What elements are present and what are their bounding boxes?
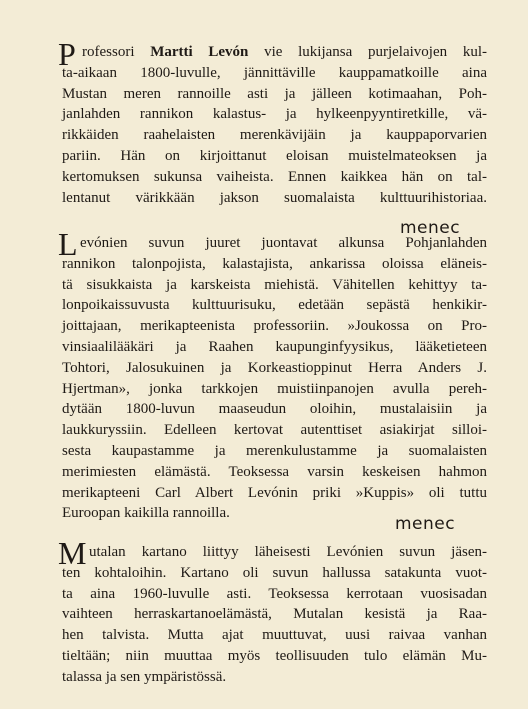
text-line: tä sisukkaista ja karskeista miehistä. Vähitellen kehittyy ta- <box>62 276 487 293</box>
text-line: merikapteeni Carl Albert Levónin priki »Kuppis» oli tuttu <box>62 484 487 501</box>
history-paragraph <box>62 233 487 524</box>
text-line: vinsiaalilääkäri ja Raahen kaupunginfyysikus, lääketieteen <box>62 338 487 355</box>
text-line: ta-aikaan 1800-luvulle, jännittäville kauppamatkoille aina <box>62 64 487 81</box>
text-span: rofessori <box>82 44 151 60</box>
text-line: ta aina 1960-luvulle asti. Teoksessa kerrotaan vuosisadan <box>62 585 487 602</box>
text-line: vaihteen herraskartanoelämästä, Mutalan kesistä ja Raa- <box>62 606 487 623</box>
text-line: sesta kaupastamme ja merenkulustamme ja suomalaisten <box>62 442 487 459</box>
text-line: tieltään; niin muuttaa myös teollisuuden tulo elämän Mu- <box>62 647 487 664</box>
watermark-text: menec <box>400 218 461 238</box>
text-line: merimiesten elämästä. Teoksessa varsin keskeisen hahmon <box>62 463 487 480</box>
text-line: Tohtori, Jalosukuinen ja Korkeastioppinut Herra Anders J. <box>62 359 487 376</box>
text-line: Mustan meren rannoille asti ja jälleen kotimaahan, Poh- <box>62 85 487 102</box>
watermark-text: menec <box>395 514 456 534</box>
text-line: ten kohtaloihin. Kartano oli suvun hallussa satakunta vuot- <box>62 564 487 581</box>
text-line: joittajaan, merikapteenista professoriin. »Joukossa on Pro- <box>62 318 487 335</box>
text-line: Euroopan kaikilla rannoilla. <box>62 505 230 522</box>
text-line: rannikon talonpojista, kalastajista, ankarissa oloissa eläneis- <box>62 255 487 272</box>
text-line: evónien suvun juuret juontavat alkunsa Pohjanlahden <box>80 235 487 251</box>
text-line: hen talvista. Mutta ajat muuttuvat, uusi raivaa vanhan <box>62 627 487 644</box>
text-line <box>62 42 487 63</box>
intro-paragraph <box>62 42 487 208</box>
text-line: dytään 1800-luvun maaseudun oloihin, mustalaisiin ja <box>62 401 487 418</box>
text-line: janlahden rannikon kalastus- ja hylkeenpyyntiretkille, vä- <box>62 106 487 123</box>
author-name: Martti Levón <box>150 44 249 60</box>
text-line: Hjertman», jonka tarkkojen muistiinpanojen avulla pereh- <box>62 380 487 397</box>
text-line: rikkäiden raahelaisten merenkävijäin ja kauppaporvarien <box>62 127 487 144</box>
text-line: lonpoikaissuvusta kulttuurisuku, edetään sepästä henkikir- <box>62 297 487 314</box>
text-line: lentanut värikkään jakson suomalaista kulttuurihistoriaa. <box>62 189 487 206</box>
drop-cap-initial: P <box>58 36 76 72</box>
text-span: vie lukijansa purjelaivojen kul- <box>248 44 487 60</box>
text-line: laukkuryssiin. Edelleen kertovat autenttiset asiakirjat silloi- <box>62 422 487 439</box>
text-line: pariin. Hän on kirjoittanut eloisan muistelmateoksen ja <box>62 147 487 164</box>
manor-paragraph <box>62 542 487 688</box>
text-line: talassa ja sen ympäristössä. <box>62 668 227 685</box>
drop-cap-initial: M <box>58 535 87 571</box>
drop-cap-initial: L <box>58 226 78 262</box>
text-line: utalan kartano liittyy läheisesti Levónien suvun jäsen- <box>89 544 487 560</box>
text-line: kertomuksen sukunsa vaiheista. Ennen kaikkea hän on tal- <box>62 168 487 185</box>
